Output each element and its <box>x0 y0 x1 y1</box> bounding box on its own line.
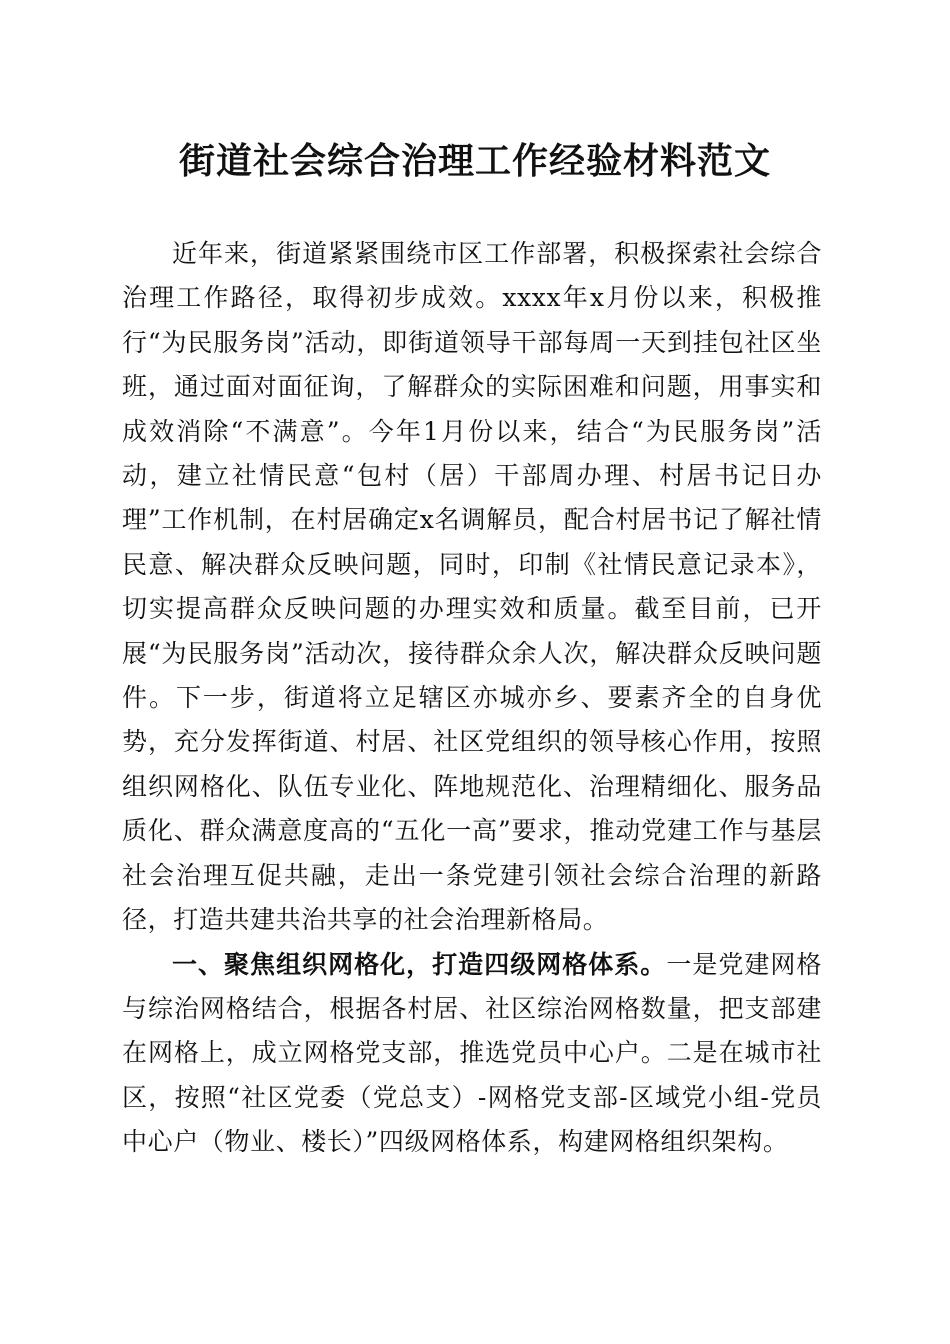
section-one-text: 一是党建网格与综治网格结合，根据各村居、社区综治网格数量，把支部建在网格上，成立网格党支部，推选党员中心户。二是在城市社区，按照“社区党委（党总支）-网格党支部-区域党小组-党员中心户（物业、楼长）”四级网格体系，构建网格组织架构。 <box>122 949 822 1157</box>
paragraph-intro: 近年来，街道紧紧围绕市区工作部署，积极探索社会综合治理工作路径，取得初步成效。xxxx年x月份以来，积极推行“为民服务岗”活动，即街道领导干部每周一天到挂包社区坐班，通过面对面征询，了解群众的实际困难和问题，用事实和成效消除“不满意”。今年1月份以来，结合“为民服务岗”活动，建立社情民意“包村（居）干部周办理、村居书记日办理”工作机制，在村居确定x名调解员，配合村居书记了解社情民意、解决群众反映问题，同时，印制《社情民意记录本》，切实提高群众反映问题的办理实效和质量。截至目前，已开展“为民服务岗”活动次，接待群众余人次，解决群众反映问题件。下一步，街道将立足辖区亦城亦乡、要素齐全的自身优势，充分发挥街道、村居、社区党组织的领导核心作用，按照组织网格化、队伍专业化、阵地规范化、治理精细化、服务品质化、群众满意度高的“五化一高”要求，推动党建工作与基层社会治理互促共融，走出一条党建引领社会综合治理的新路径，打造共建共治共享的社会治理新格局。 <box>122 239 822 935</box>
section-one-heading: 一、聚焦组织网格化，打造四级网格体系。 <box>172 949 667 979</box>
document-body <box>122 232 822 1165</box>
document-title: 街道社会综合治理工作经验材料范文 <box>178 140 771 182</box>
paragraph-section-one <box>122 943 822 1165</box>
